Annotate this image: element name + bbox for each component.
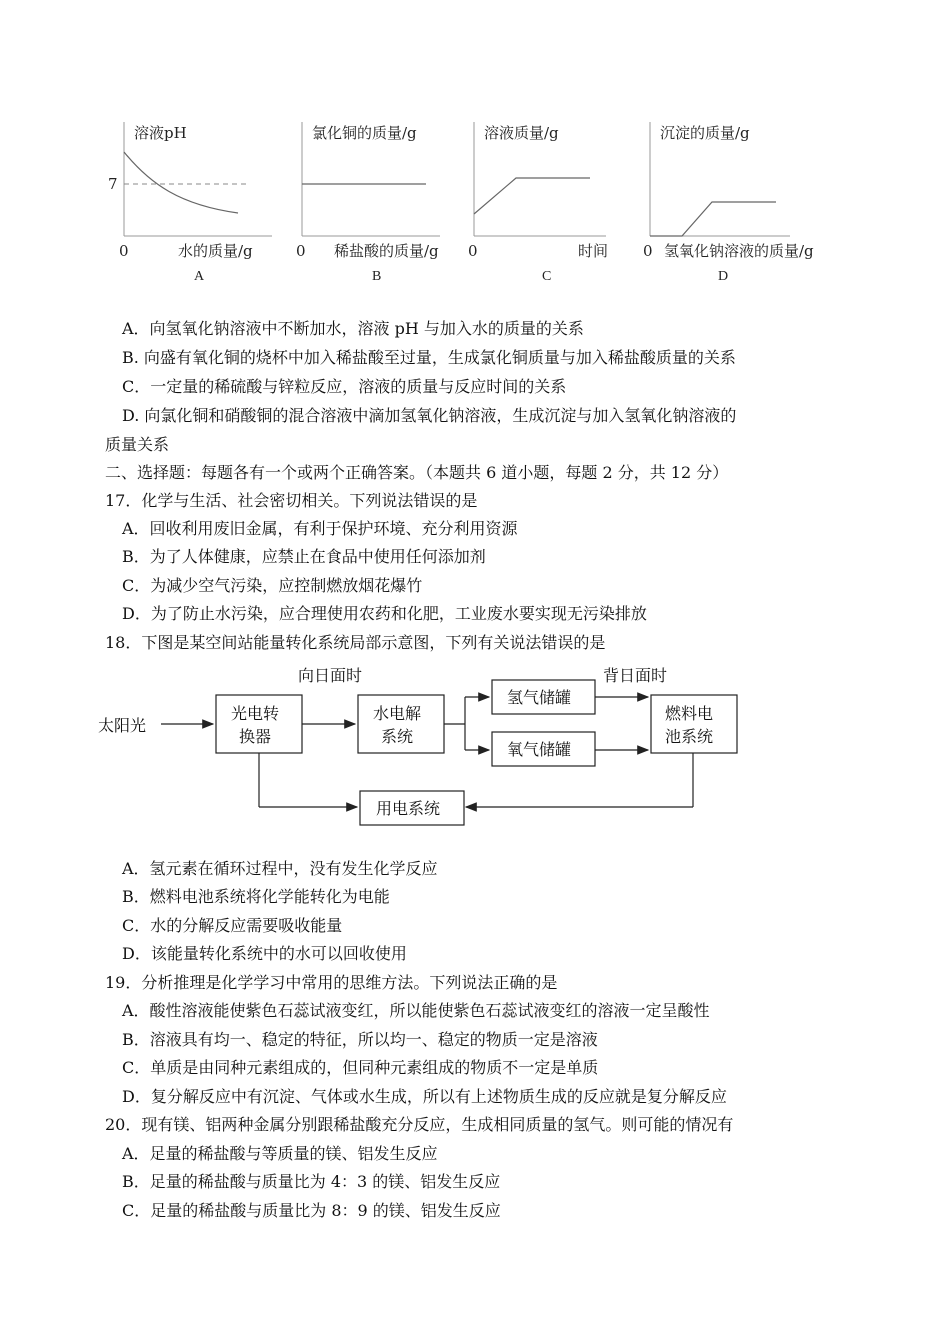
box-o2-tank-label: 氧气储罐 bbox=[507, 740, 572, 759]
q20-stem: 20．现有镁、铝两种金属分别跟稀盐酸充分反应，生成相同质量的氢气。则可能的情况有 bbox=[105, 1115, 734, 1134]
graph-b-xlabel: 稀盐酸的质量/g bbox=[334, 242, 439, 260]
q16-option-d: D. 向氯化铜和硝酸铜的混合溶液中滴加氢氧化钠溶液，生成沉淀与加入氢氧化钠溶液的 bbox=[122, 406, 737, 425]
q17-option-a: A．回收利用废旧金属，有利于保护环境、充分利用资源 bbox=[122, 519, 518, 538]
q19-stem: 19．分析推理是化学学习中常用的思维方法。下列说法正确的是 bbox=[105, 973, 558, 992]
q17-option-c: C．为减少空气污染，应控制燃放烟花爆竹 bbox=[122, 576, 423, 595]
q17-option-b: B．为了人体健康，应禁止在食品中使用任何添加剂 bbox=[122, 547, 486, 566]
q16-option-d-cont: 质量关系 bbox=[105, 435, 170, 454]
graph-c-caption: C bbox=[542, 269, 552, 284]
graph-c bbox=[468, 122, 608, 284]
q16-graphs bbox=[0, 0, 950, 300]
graph-a-caption: A bbox=[194, 269, 205, 284]
box-photoelectric-l2: 换器 bbox=[239, 727, 272, 746]
q16-option-c: C．一定量的稀硫酸与锌粒反应，溶液的质量与反应时间的关系 bbox=[122, 377, 567, 396]
graph-d bbox=[643, 122, 814, 284]
box-h2-tank-label: 氢气储罐 bbox=[507, 688, 572, 707]
q18-option-b: B．燃料电池系统将化学能转化为电能 bbox=[122, 887, 390, 906]
q18-stem: 18．下图是某空间站能量转化系统局部示意图，下列有关说法错误的是 bbox=[105, 633, 606, 652]
graph-a-xlabel: 水的质量/g bbox=[178, 242, 253, 260]
q18-option-a: A．氢元素在循环过程中，没有发生化学反应 bbox=[122, 859, 438, 878]
graph-b-ylabel: 氯化铜的质量/g bbox=[312, 124, 417, 142]
q17-option-d: D．为了防止水污染，应合理使用农药和化肥，工业废水要实现无污染排放 bbox=[122, 604, 647, 623]
box-electrolysis-l1: 水电解 bbox=[373, 704, 422, 723]
q20-option-c: C．足量的稀盐酸与质量比为 8：9 的镁、铝发生反应 bbox=[122, 1201, 501, 1220]
box-photoelectric-l1: 光电转 bbox=[231, 704, 280, 723]
box-electrolysis-l2: 系统 bbox=[381, 727, 414, 746]
graph-d-ylabel: 沉淀的质量/g bbox=[660, 124, 750, 142]
q19-option-a: A．酸性溶液能使紫色石蕊试液变红，所以能使紫色石蕊试液变红的溶液一定呈酸性 bbox=[122, 1001, 710, 1020]
graph-a bbox=[108, 122, 272, 284]
q17-stem: 17．化学与生活、社会密切相关。下列说法错误的是 bbox=[105, 491, 478, 510]
graph-b-origin: 0 bbox=[296, 242, 306, 260]
label-day: 向日面时 bbox=[298, 666, 363, 685]
graph-d-xlabel: 氢氧化钠溶液的质量/g bbox=[664, 242, 814, 260]
q18-option-d: D．该能量转化系统中的水可以回收使用 bbox=[122, 944, 407, 963]
graph-a-ylabel: 溶液pH bbox=[134, 124, 187, 142]
label-sunlight: 太阳光 bbox=[98, 716, 147, 735]
q16-option-a: A．向氢氧化钠溶液中不断加水，溶液 pH 与加入水的质量的关系 bbox=[122, 319, 584, 338]
graph-c-origin: 0 bbox=[468, 242, 478, 260]
graph-c-ylabel: 溶液质量/g bbox=[484, 124, 559, 142]
box-fuel-cell-l1: 燃料电 bbox=[665, 704, 714, 723]
q19-option-d: D．复分解反应中有沉淀、气体或水生成，所以有上述物质生成的反应就是复分解反应 bbox=[122, 1087, 727, 1106]
q19-option-b: B．溶液具有均一、稳定的特征，所以均一、稳定的物质一定是溶液 bbox=[122, 1030, 598, 1049]
q16-option-b: B. 向盛有氧化铜的烧杯中加入稀盐酸至过量，生成氯化铜质量与加入稀盐酸质量的关系 bbox=[122, 348, 736, 367]
graph-c-xlabel: 时间 bbox=[578, 242, 609, 260]
energy-system-diagram bbox=[95, 660, 755, 835]
label-night: 背日面时 bbox=[603, 666, 668, 685]
graph-d-origin: 0 bbox=[643, 242, 653, 260]
graph-b bbox=[296, 122, 440, 284]
section2-heading: 二、选择题：每题各有一个或两个正确答案。（本题共 6 道小题，每题 2 分，共 12 分） bbox=[105, 463, 729, 482]
graph-a-ytick: 7 bbox=[108, 175, 118, 193]
box-power-system-label: 用电系统 bbox=[376, 799, 441, 818]
box-fuel-cell-l2: 池系统 bbox=[665, 727, 714, 746]
q18-option-c: C．水的分解反应需要吸收能量 bbox=[122, 916, 343, 935]
graph-b-caption: B bbox=[372, 269, 382, 284]
q19-option-c: C．单质是由同种元素组成的，但同种元素组成的物质不一定是单质 bbox=[122, 1058, 599, 1077]
q20-option-a: A．足量的稀盐酸与等质量的镁、铝发生反应 bbox=[122, 1144, 438, 1163]
graph-a-origin: 0 bbox=[119, 242, 129, 260]
q20-option-b: B．足量的稀盐酸与质量比为 4：3 的镁、铝发生反应 bbox=[122, 1172, 501, 1191]
graph-d-caption: D bbox=[718, 269, 729, 284]
